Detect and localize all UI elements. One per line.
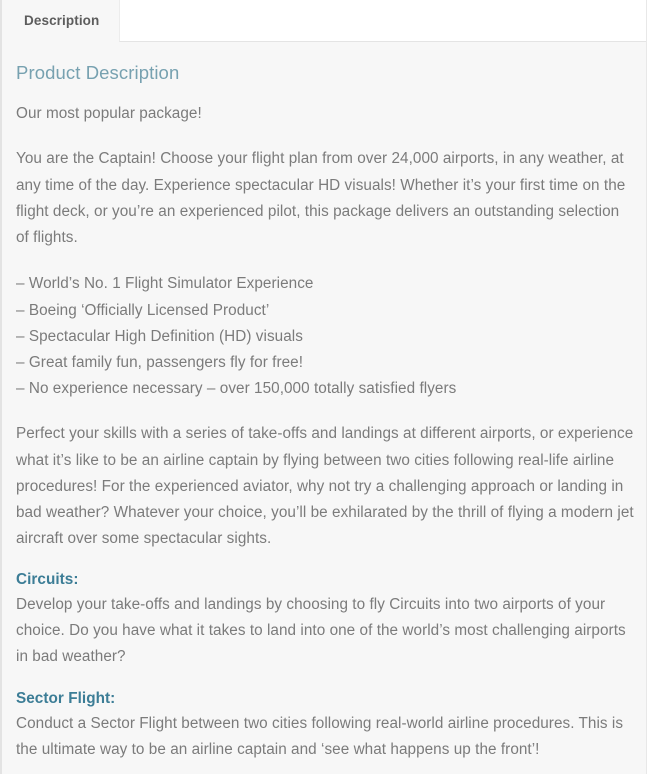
tab-description-label: Description	[24, 13, 100, 28]
description-paragraph-2: Perfect your skills with a series of take-offs and landings at different airports, or experience what it’s like to be an airline captain by flying between two cities following real-life airline procedures! For the experienced aviator, why not try a challenging approach or landing in bad weather? Whatever your choice, you’ll be exhilarated by the thrill of flying a modern jet aircraft over some spectacular sights.	[16, 425, 634, 548]
feature-list	[16, 271, 634, 402]
list-item: – World’s No. 1 Flight Simulator Experience	[16, 275, 314, 293]
tab-bar	[2, 0, 646, 42]
section-circuits-body: Develop your take-offs and landings by choosing to fly Circuits into two airports of your choice. Do you have what it takes to land into one of the world’s most challenging airports in bad weather?	[16, 595, 626, 666]
page-title: Product Description	[16, 62, 180, 83]
section-sector-flight-title: Sector Flight:	[16, 689, 116, 707]
description-content	[2, 42, 646, 763]
description-paragraph-1: You are the Captain! Choose your flight plan from over 24,000 airports, in any weather, at any time of the day. Experience spectacular HD visuals! Whether it’s your first time on the flight deck, or you’re an experienced pilot, this package delivers an outstanding selection of flights.	[16, 150, 626, 247]
section-sector-flight	[16, 690, 634, 764]
section-sector-flight-body: Conduct a Sector Flight between two cities following real-world airline procedures. This is the ultimate way to be an airline captain and ‘see what happens up the front’!	[16, 714, 624, 758]
intro-tagline: Our most popular package!	[16, 105, 202, 122]
tab-bar-filler	[119, 0, 646, 42]
section-circuits-title: Circuits:	[16, 570, 79, 588]
list-item: – No experience necessary – over 150,000 totally satisfied flyers	[16, 380, 457, 398]
list-item: – Spectacular High Definition (HD) visuals	[16, 327, 303, 345]
list-item: – Great family fun, passengers fly for free!	[16, 353, 304, 371]
section-circuits	[16, 571, 634, 671]
list-item: – Boeing ‘Officially Licensed Product’	[16, 301, 270, 319]
tab-description[interactable]	[2, 0, 119, 42]
